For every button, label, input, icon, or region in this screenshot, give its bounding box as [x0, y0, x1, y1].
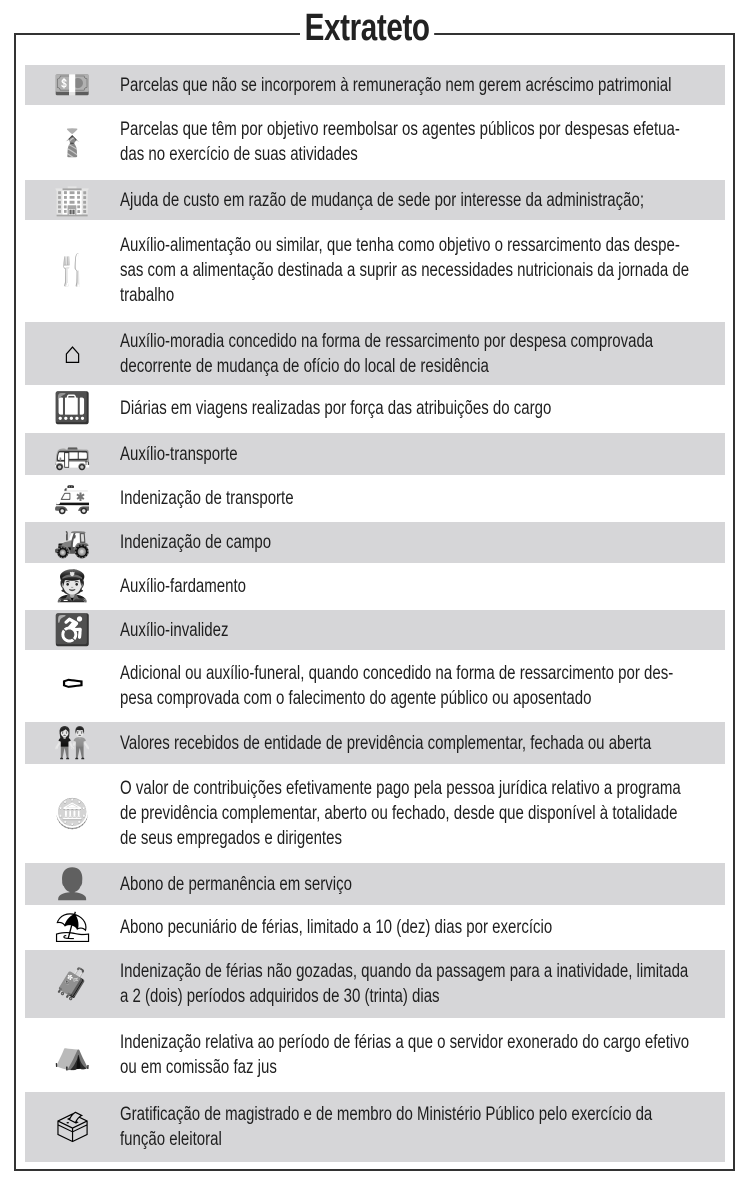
item-text: Abono pecuniário de férias, limitado a 10 (dez) dias por exercício	[120, 917, 553, 938]
bus-icon: 🚌	[53, 437, 92, 471]
item-text: Valores recebidos de entidade de previdência complementar, fechada ou aberta	[120, 732, 652, 754]
item-text: Indenização de campo	[120, 532, 272, 553]
item-text: Auxílio-invalidez	[120, 619, 229, 641]
list-item	[25, 105, 725, 178]
list-item	[25, 220, 725, 320]
item-text: Adicional ou auxílio-funeral, quando concedido na forma de ressarcimento por des- pesa comprovada com o falecimento do agente público ou aposentado	[120, 662, 674, 709]
page-title: Extrateto	[300, 6, 434, 50]
item-text: Auxílio-moradia concedido na forma de ressarcimento por despesa comprovada decorrente de mudança de ofício do local de residência	[120, 330, 654, 377]
list-item	[25, 65, 725, 105]
list-item	[25, 1092, 725, 1162]
list-item	[25, 180, 725, 220]
item-text: Parcelas que têm por objetivo reembolsar os agentes públicos por despesas efetua- das no exercício de suas atividades	[120, 118, 680, 165]
item-text: Ajuda de custo em razão de mudança de sede por interesse da administração;	[120, 189, 645, 211]
list-item	[25, 722, 725, 764]
house-icon: ⌂	[63, 336, 82, 370]
item-text: Auxílio-alimentação ou similar, que tenha como objetivo o ressarcimento das despe- sas com a alimentação destinada a suprir as necessidades nutricionais da jornada de trabalho	[120, 234, 690, 306]
travel-checkin-icon: 🛄	[53, 392, 92, 425]
list-item	[25, 610, 725, 650]
official-desk-money-icon: 👔	[53, 125, 92, 158]
coins-icon: 🪙	[53, 797, 92, 830]
list-item	[25, 863, 725, 905]
list-item	[25, 650, 725, 721]
tractor-icon: 🚜	[53, 526, 92, 559]
item-text: O valor de contribuições efetivamente pago pela pessoa jurídica relativo a programa de previdência complementar, aberto ou fechado, desde que disponível à totalidade de seus empregados e dirigentes	[120, 778, 681, 849]
item-text: Indenização de férias não gozadas, quando da passagem para a inatividade, limitada a 2 (dois) períodos adquiridos de 30 (trinta) dias	[120, 961, 689, 1007]
list-item	[25, 765, 725, 862]
employee-icon: 👤	[53, 867, 92, 901]
item-text: Abono de permanência em serviço	[120, 873, 352, 895]
list-item	[25, 563, 725, 609]
cutlery-icon: 🍴	[53, 253, 92, 287]
item-text: Parcelas que não se incorporem à remuneração nem gerem acréscimo patrimonial	[120, 74, 672, 96]
item-text: Diárias em viagens realizadas por força das atribuições do cargo	[120, 398, 552, 419]
list-item	[25, 385, 725, 432]
item-text: Indenização relativa ao período de férias a que o servidor exonerado do cargo efetivo ou em comissão faz jus	[120, 1031, 690, 1078]
item-text: Auxílio-transporte	[120, 443, 238, 465]
hammock-icon: ⛺	[53, 1038, 92, 1071]
list-item	[25, 950, 725, 1018]
traveler-luggage-icon: 🧳	[53, 967, 92, 1001]
wheelchair-icon: ♿	[53, 613, 92, 647]
building-icon: 🏢	[53, 183, 92, 217]
beach-umbrella-icon: ⛱	[53, 911, 92, 944]
item-text: Indenização de transporte	[120, 487, 294, 509]
list-item	[25, 1018, 725, 1091]
accident-icon: 🚑	[53, 481, 92, 515]
coffin-icon: ⚰	[59, 669, 86, 702]
ballot-box-icon: 🗳	[53, 1110, 92, 1144]
money-icon: 💵	[53, 68, 92, 102]
item-text: Auxílio-fardamento	[120, 575, 246, 597]
list-item	[25, 905, 725, 950]
list-item	[25, 522, 725, 563]
item-text: Gratificação de magistrado e de membro do Ministério Público pelo exercício da função eleitoral	[120, 1104, 653, 1150]
elderly-couple-icon: 👫	[53, 726, 92, 760]
list-item	[25, 322, 725, 385]
uniform-icon: 👮	[53, 569, 92, 603]
list-item	[25, 433, 725, 475]
list-item	[25, 475, 725, 521]
